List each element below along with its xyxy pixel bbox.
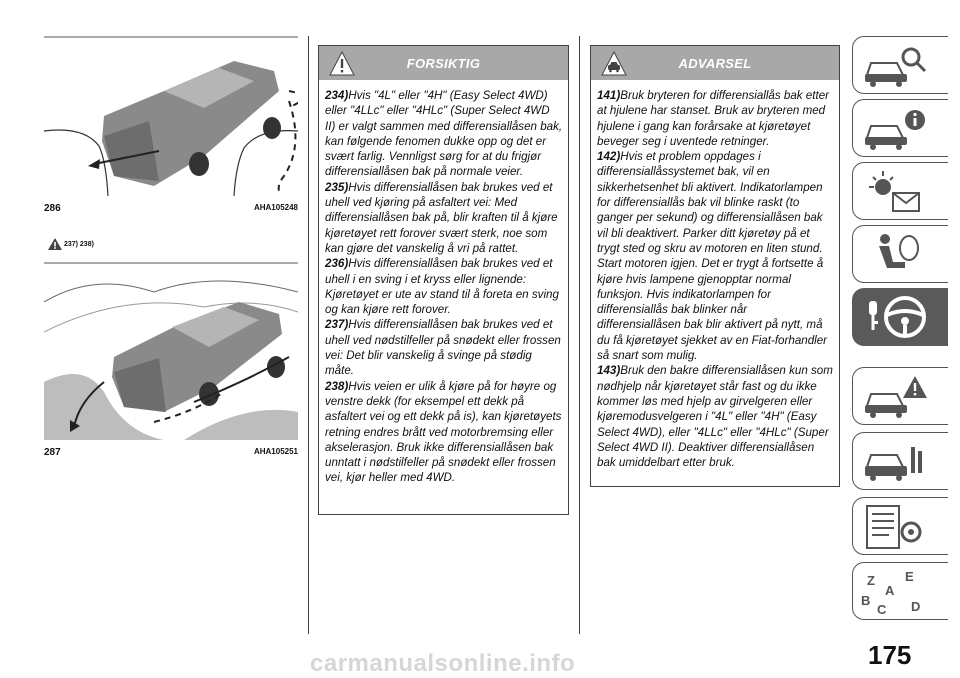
item-number: 143)	[597, 364, 621, 378]
caution-box	[318, 45, 569, 515]
figure-number: 286	[44, 203, 61, 214]
column-divider	[579, 36, 580, 634]
caution-item	[325, 88, 563, 180]
item-text: Hvis et problem oppdages i differensiallåssystemet bak, vil en sikkerhetsenhet bli aktivert. Indikatorlampen for differensiallås bak vil blinke raskt (to ganger per sekund) og differensiallåsen bak vil bli deaktivert. Parker ditt kjøretøy på et trygt sted og skru av motoren en liten stund. Start motoren igjen. Det er trygt å fortsette å kjøre hvis lampene gjenopptar normal funksjon. Hvis indikatorlampen for differensiallås bak blinker når differensiallåsen bak blir aktivert på nytt, må du få kjøretøyet sjekket av en Fiat-forhandler så snart som mulig.	[597, 150, 828, 363]
svg-text:B: B	[861, 593, 871, 608]
tab-emergency[interactable]	[852, 367, 948, 425]
steering-wheel-key-icon	[861, 293, 931, 343]
car-info-icon	[861, 104, 931, 154]
caution-item	[325, 317, 563, 378]
page-number: 175	[868, 640, 912, 670]
figure-286-illustration	[44, 36, 298, 196]
item-text: Hvis "4L" eller "4H" (Easy Select 4WD) eller "4LLc" eller "4HLc" (Super Select 4WD II) er valgt sammen med differensiallåsen bak, kan følgende fenomen dukke opp og det er svært farlig. Vennligst sørg for at du frigjør differensiallåsen bak på normale veier.	[325, 89, 563, 179]
item-text: Bruk bryteren for differensiallås bak etter at hjulene har stanset. Bruk av bryteren med hjulene i gang kan forårsake at kjøretøyet beveger seg i uventede retninger.	[597, 89, 830, 148]
warning-references-text: 237) 238)	[63, 240, 94, 248]
svg-text:E: E	[905, 569, 914, 584]
truck-shape	[112, 302, 285, 412]
caution-header	[319, 46, 568, 80]
item-number: 234)	[325, 89, 349, 102]
airbag-seat-icon	[861, 230, 931, 280]
item-number: 235)	[325, 180, 349, 194]
warning-title: ADVARSEL	[678, 56, 752, 71]
warning-box	[590, 45, 840, 487]
warning-item	[597, 363, 834, 470]
item-number: 238)	[325, 379, 349, 393]
tab-warning-lights[interactable]	[852, 162, 948, 220]
caution-body	[319, 80, 568, 486]
car-warning-icon	[861, 372, 931, 422]
caution-title: FORSIKTIG	[406, 56, 481, 71]
item-text: Hvis differensiallåsen bak brukes ved et uhell ved kjøring på asfaltert vei: Med differensiallåsen bak på, blir kraften til å kjøre kjøretøyet rett forover svært sterk, noe som kan gjøre det vanskelig å vri på rattet.	[325, 180, 558, 255]
svg-text:D: D	[911, 599, 921, 614]
svg-text:A: A	[885, 583, 895, 598]
truck-shape	[102, 61, 281, 186]
tab-dashboard[interactable]	[852, 99, 948, 157]
caution-item	[325, 180, 563, 256]
warning-item	[597, 88, 834, 149]
warning-item	[597, 149, 834, 363]
column-divider	[308, 36, 309, 634]
figure-code: AHA105251	[253, 447, 298, 456]
warning-references	[48, 238, 94, 250]
figure-287-illustration	[44, 262, 298, 440]
svg-text:Z: Z	[867, 573, 875, 588]
item-number: 142)	[597, 150, 621, 164]
caution-item	[325, 256, 563, 317]
item-text: Hvis veien er ulik å kjøre på for høyre og venstre dekk (for eksempel ett dekk på asfaltert vei og ett dekk på is), kan kjøretøyets retning endres brått ved motorbremsing eller akselerasjon. Bruk ikke differensiallåsen bak unntatt i nødstilfeller på snødekt eller frossen vei, kjør heller med 4WD.	[325, 379, 562, 485]
tab-driving[interactable]	[852, 288, 948, 346]
tab-technical-data[interactable]	[852, 497, 948, 555]
tab-index[interactable]	[852, 562, 948, 620]
caution-item	[325, 379, 563, 486]
tab-safety[interactable]	[852, 225, 948, 283]
item-text: Bruk den bakre differensiallåsen kun som nødhjelp når kjøretøyet står fast og du ikke kommer løs med hjelp av girvelgeren eller kjøremodusvelgeren i "4L" eller "4H" (Easy Select 4WD), eller "4LLc" eller "4HLc" (Super Select 4WD II). Deaktiver differensiallåsen bak umiddelbart etter bruk.	[597, 364, 833, 470]
tab-maintenance[interactable]	[852, 432, 948, 490]
warning-triangle-icon	[48, 238, 62, 250]
figure-number: 287	[44, 447, 61, 458]
warning-body	[591, 80, 839, 470]
light-message-icon	[861, 167, 931, 217]
item-number: 141)	[597, 89, 621, 102]
spec-list-icon	[861, 502, 931, 552]
car-service-icon	[861, 437, 931, 487]
figure-code: AHA105248	[253, 203, 298, 212]
footer-watermark: carmanualsonline.info	[310, 650, 576, 677]
item-number: 236)	[325, 257, 349, 271]
svg-text:C: C	[877, 602, 887, 617]
warning-header	[591, 46, 839, 80]
item-text: Hvis differensiallåsen bak brukes ved et uhell ved nødstilfeller på snødekt eller frossen vei: Det blir vanskelig å svinge på stødig måte.	[325, 318, 561, 378]
tab-knowing-car[interactable]	[852, 36, 948, 94]
item-text: Hvis differensiallåsen bak brukes ved et uhell i en sving i et kryss eller lignende: Kjøretøyet er ute av stand til å foreta en sving og kan kjøre rett forover.	[325, 257, 559, 317]
alphabet-index-icon	[861, 567, 931, 617]
item-number: 237)	[325, 318, 349, 332]
car-search-icon	[861, 41, 931, 91]
